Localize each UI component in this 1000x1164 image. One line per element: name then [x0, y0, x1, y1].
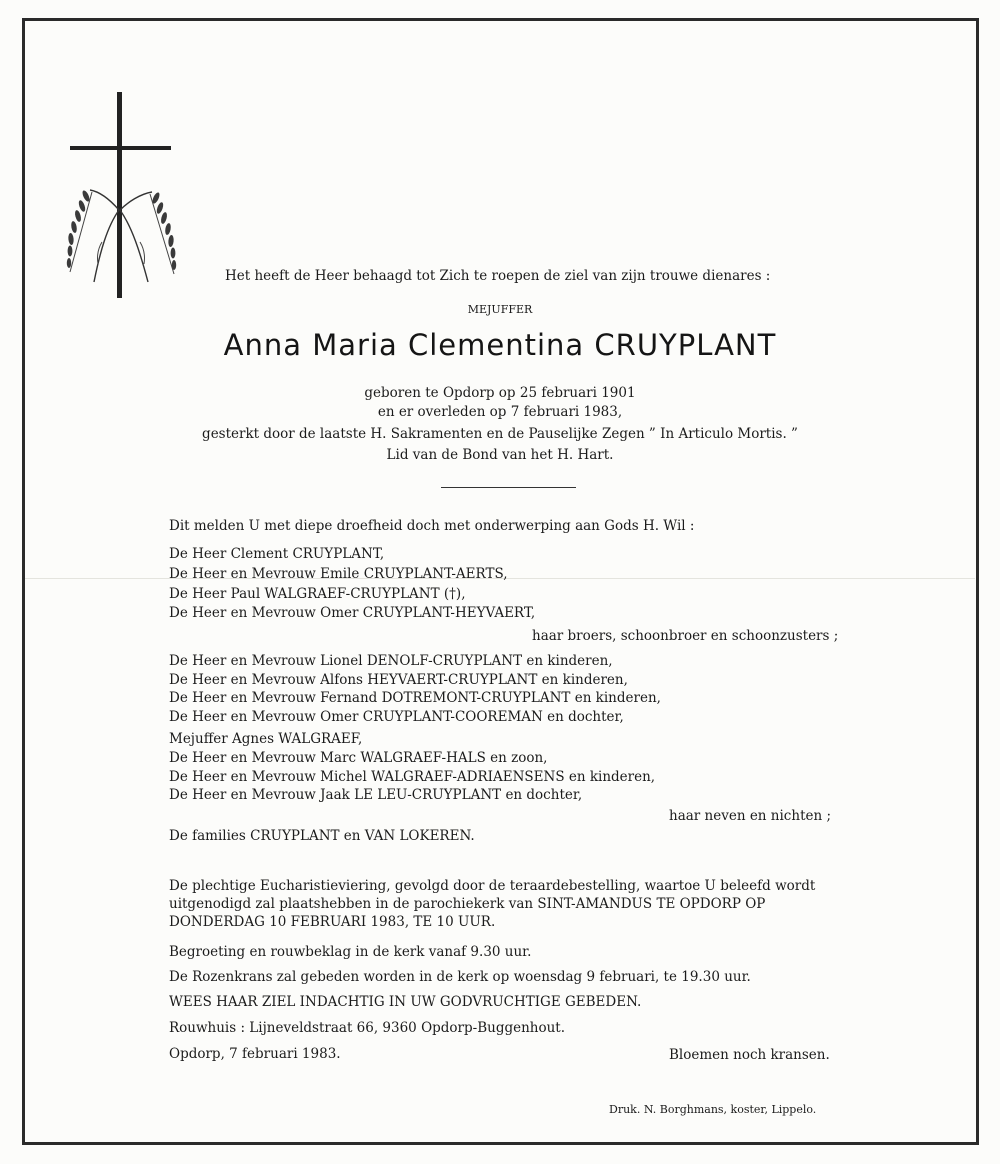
- mourner-line: De Heer en Mevrouw Marc WALGRAEF-HALS en zoon,: [169, 750, 548, 766]
- intro-text: Het heeft de Heer behaagd tot Zich te roepen de ziel van zijn trouwe dienares :: [225, 268, 771, 284]
- relation-cousins: haar neven en nichten ;: [669, 808, 832, 824]
- announcement-text: Dit melden U met diepe droefheid doch met onderwerping aan Gods H. Wil :: [169, 518, 695, 534]
- service-line: uitgenodigd zal plaatshebben in de parochiekerk van SINT-AMANDUS TE OPDORP OP: [169, 896, 766, 912]
- membership-line: Lid van de Bond van het H. Hart.: [386, 447, 614, 463]
- mourner-line: De Heer en Mevrouw Omer CRUYPLANT-COOREMAN en dochter,: [169, 709, 624, 725]
- mourner-line: De Heer en Mevrouw Emile CRUYPLANT-AERTS,: [169, 566, 508, 582]
- mourner-line: De Heer en Mevrouw Omer CRUYPLANT-HEYVAERT,: [169, 605, 536, 621]
- rosary-line: De Rozenkrans zal gebeden worden in de kerk op woensdag 9 februari, te 19.30 uur.: [169, 969, 751, 985]
- service-line: DONDERDAG 10 FEBRUARI 1983, TE 10 UUR.: [169, 914, 496, 930]
- flowers-note: Bloemen noch kransen.: [669, 1047, 830, 1063]
- place-date: Opdorp, 7 februari 1983.: [169, 1046, 341, 1062]
- mourner-line: De Heer Clement CRUYPLANT,: [169, 546, 385, 562]
- mourner-line: Mejuffer Agnes WALGRAEF,: [169, 731, 363, 747]
- greeting-line: Begroeting en rouwbeklag in de kerk vanaf 9.30 uur.: [169, 944, 532, 960]
- address-line: Rouwhuis : Lijneveldstraat 66, 9360 Opdorp-Buggenhout.: [169, 1020, 566, 1036]
- death-line: en er overleden op 7 februari 1983,: [377, 404, 623, 420]
- prayer-line: WEES HAAR ZIEL INDACHTIG IN UW GODVRUCHTIGE GEBEDEN.: [169, 994, 642, 1010]
- mourner-line: De Heer en Mevrouw Fernand DOTREMONT-CRUYPLANT en kinderen,: [169, 690, 661, 706]
- divider-rule: [441, 487, 576, 488]
- mourner-line: De Heer en Mevrouw Alfons HEYVAERT-CRUYPLANT en kinderen,: [169, 672, 628, 688]
- families-line: De families CRUYPLANT en VAN LOKEREN.: [169, 828, 475, 844]
- mourner-line: De Heer en Mevrouw Lionel DENOLF-CRUYPLANT en kinderen,: [169, 653, 613, 669]
- mourner-line: De Heer en Mevrouw Michel WALGRAEF-ADRIAENSENS en kinderen,: [169, 769, 656, 785]
- deceased-name: Anna Maria Clementina CRUYPLANT: [223, 328, 777, 362]
- birth-line: geboren te Opdorp op 25 februari 1901: [364, 385, 636, 401]
- title-prefix: MEJUFFER: [467, 303, 533, 316]
- mourner-line: De Heer Paul WALGRAEF-CRUYPLANT (†),: [169, 586, 466, 602]
- sacraments-line: gesterkt door de laatste H. Sakramenten en de Pauselijke Zegen ” In Articulo Mortis. ”: [202, 426, 798, 442]
- cross-with-wheat-icon: [62, 92, 184, 302]
- mourner-line: De Heer en Mevrouw Jaak LE LEU-CRUYPLANT en dochter,: [169, 787, 583, 803]
- printer-credit: Druk. N. Borghmans, koster, Lippelo.: [609, 1103, 817, 1116]
- service-line: De plechtige Eucharistieviering, gevolgd door de teraardebestelling, waartoe U beleefd wordt: [169, 878, 816, 894]
- relation-siblings: haar broers, schoonbroer en schoonzusters ;: [532, 628, 839, 644]
